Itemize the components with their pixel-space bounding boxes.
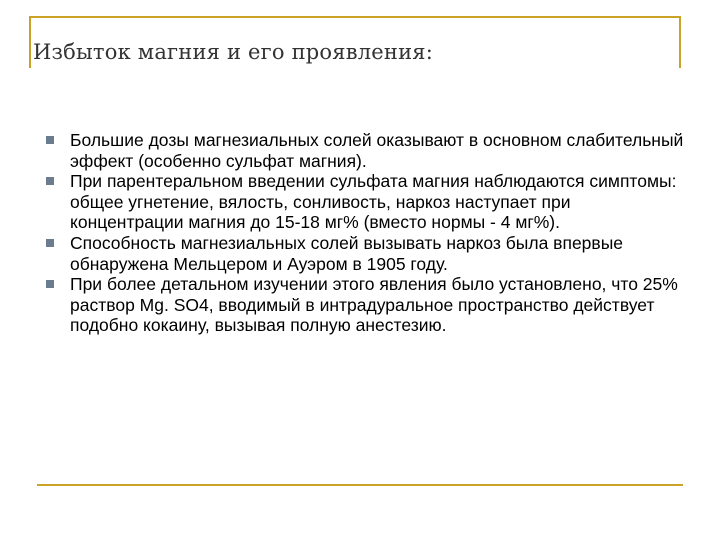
square-bullet-icon (46, 239, 54, 247)
slide-title: Избыток магния и его проявления: (33, 40, 434, 64)
bullet-text: Большие дозы магнезиальных солей оказывают в основном слабительный эффект (особенно сульфат магния). (70, 130, 684, 171)
bullet-list (46, 130, 686, 336)
square-bullet-icon (46, 280, 54, 288)
bullet-item (46, 171, 686, 233)
bullet-text: При более детальном изучении этого явления было установлено, что 25% раствор Mg. SO4, вводимый в интрадуральное пространство действует подобно кокаину, вызывая полную анестезию. (70, 274, 678, 336)
square-bullet-icon (46, 177, 54, 185)
frame-top-line (29, 16, 681, 18)
bullet-item (46, 274, 686, 336)
frame-bottom-line (37, 484, 683, 486)
square-bullet-icon (46, 136, 54, 144)
bullet-item (46, 233, 686, 274)
bullet-text: Способность магнезиальных солей вызывать наркоз была впервые обнаружена Мельцером и Ауэром в 1905 году. (70, 232, 624, 274)
frame-right-line (679, 16, 681, 68)
bullet-item (46, 130, 686, 171)
bullet-text: При парентеральном введении сульфата магния наблюдаются симптомы: общее угнетение, вялость, сонливость, наркоз наступает при концентрации магния до 15-18 мг% (вместо нормы - 4 мг%). (70, 171, 677, 233)
frame-left-line (29, 16, 31, 68)
